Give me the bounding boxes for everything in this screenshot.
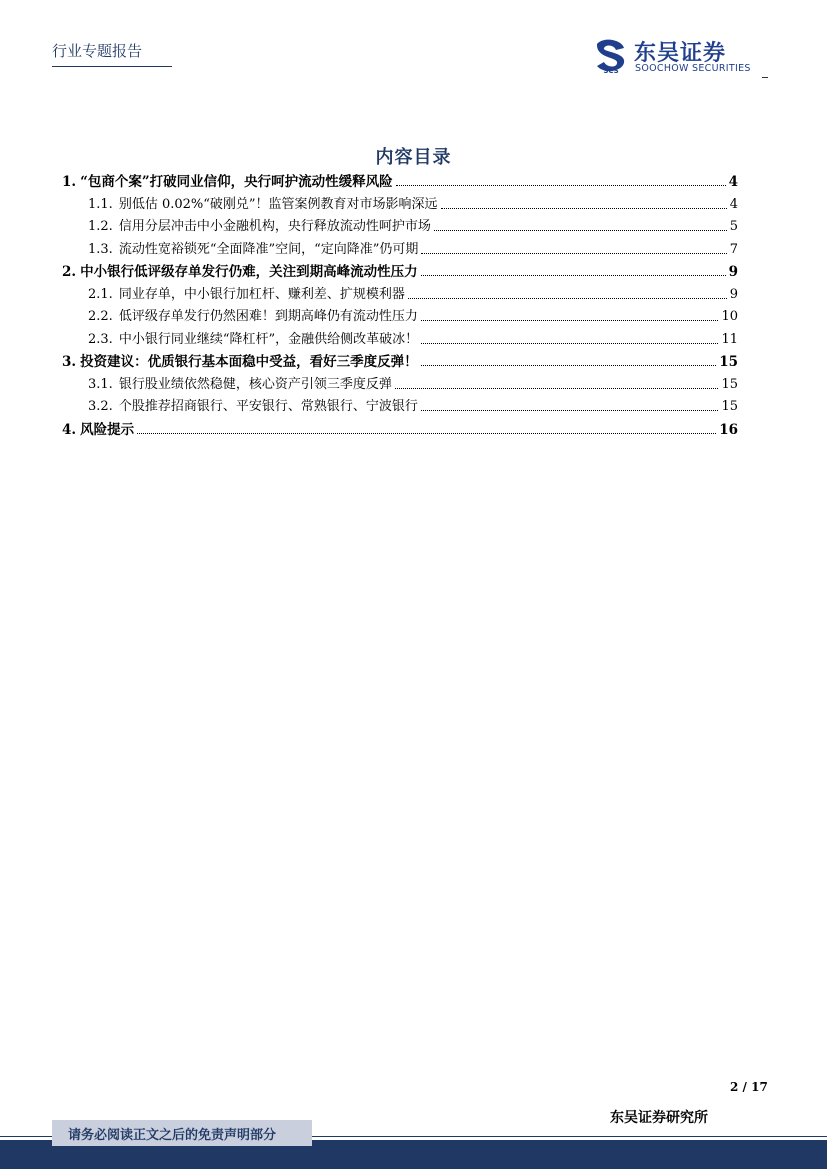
toc-entry-page: 15	[721, 376, 738, 392]
toc-leader-dots	[421, 319, 719, 321]
toc-entry-page: 9	[728, 264, 738, 280]
toc-entry[interactable]	[62, 328, 738, 351]
toc-entry-number: 1.3.	[88, 241, 113, 257]
toc-entry[interactable]	[62, 283, 738, 306]
logo-name-cn: 东吴证券	[634, 41, 727, 66]
toc-entry-number: 3.2.	[88, 399, 113, 414]
toc-leader-dots	[396, 184, 726, 186]
logo-mark-text: SCS	[603, 67, 619, 74]
toc-entry[interactable]	[62, 350, 738, 373]
toc-entry-number: 1.	[62, 174, 77, 190]
toc-title: 内容目录	[375, 147, 452, 168]
toc-entry-number: 4.	[62, 421, 77, 438]
toc-entry-title: 中小银行同业继续“降杠杆”，金融供给侧改革破冰！	[118, 331, 419, 347]
toc-leader-dots	[441, 207, 727, 209]
toc-entry-number: 2.1.	[88, 286, 113, 302]
table-of-contents	[62, 170, 738, 440]
toc-entry-number: 3.	[62, 354, 77, 370]
institute-name: 东吴证券研究所	[610, 1110, 708, 1126]
report-type-label: 行业专题报告	[52, 42, 143, 60]
toc-entry-page: 11	[721, 331, 738, 347]
toc-entry-title: 银行股业绩依然稳健，核心资产引领三季度反弹	[118, 376, 392, 392]
toc-entry-title: 低评级存单发行仍然困难！到期高峰仍有流动性压力	[118, 309, 418, 324]
toc-entry-number: 2.3.	[88, 331, 113, 347]
toc-entry-number: 2.	[62, 264, 77, 280]
disclaimer-notice: 请务必阅读正文之后的免责声明部分	[68, 1128, 277, 1143]
toc-entry-page: 5	[729, 219, 738, 234]
toc-entry-title: 流动性宽裕锁死“全面降准”空间，“定向降准”仍可期	[118, 241, 419, 257]
toc-entry-page: 9	[729, 286, 738, 302]
toc-entry-title: 同业存单，中小银行加杠杆、赚利差、扩规模利器	[118, 286, 405, 302]
header-tick-mark	[762, 77, 768, 78]
toc-entry[interactable]	[62, 193, 738, 216]
toc-entry[interactable]	[62, 305, 738, 328]
toc-entry[interactable]	[62, 260, 738, 283]
toc-leader-dots	[421, 342, 718, 344]
logo-name-en: SOOCHOW SECURITIES	[635, 63, 751, 74]
scs-logo-icon	[594, 38, 628, 74]
toc-leader-dots	[421, 252, 726, 254]
toc-entry-title: 风险提示	[80, 421, 135, 438]
toc-entry[interactable]	[62, 238, 738, 261]
toc-leader-dots	[395, 387, 719, 389]
toc-leader-dots	[421, 274, 726, 276]
toc-entry-title: 个股推荐招商银行、平安银行、常熟银行、宁波银行	[118, 399, 418, 414]
toc-entry[interactable]	[62, 395, 738, 418]
toc-entry-page: 4	[728, 174, 738, 190]
toc-entry-title: 信用分层冲击中小金融机构，央行释放流动性呵护市场	[118, 219, 431, 234]
toc-entry-number: 3.1.	[88, 376, 113, 392]
toc-entry-number: 1.1.	[88, 196, 113, 212]
toc-entry[interactable]	[62, 373, 738, 396]
toc-leader-dots	[421, 364, 717, 366]
toc-entry-page: 4	[729, 196, 738, 212]
header-divider	[52, 66, 172, 67]
toc-entry-title: 别低估 0.02%“破刚兑”！监管案例教育对市场影响深远	[118, 196, 438, 212]
toc-entry-title: 中小银行低评级存单发行仍难，关注到期高峰流动性压力	[80, 264, 418, 280]
toc-leader-dots	[421, 409, 719, 411]
toc-entry-title: “包商个案”打破同业信仰，央行呵护流动性缓释风险	[80, 174, 393, 190]
toc-leader-dots	[408, 297, 727, 299]
toc-entry[interactable]	[62, 170, 738, 193]
toc-entry-number: 1.2.	[88, 219, 113, 234]
toc-entry-page: 7	[729, 241, 738, 257]
toc-entry-page: 10	[721, 309, 738, 324]
toc-entry[interactable]	[62, 418, 738, 441]
toc-leader-dots	[434, 229, 727, 231]
toc-entry-page: 15	[719, 354, 738, 370]
toc-entry[interactable]	[62, 215, 738, 238]
soochow-securities-logo	[594, 36, 764, 76]
toc-entry-number: 2.2.	[88, 309, 113, 324]
toc-entry-title: 投资建议：优质银行基本面稳中受益，看好三季度反弹！	[80, 354, 418, 370]
page-number: 2 / 17	[730, 1080, 768, 1094]
toc-entry-page: 15	[721, 399, 738, 414]
toc-leader-dots	[137, 432, 716, 434]
toc-entry-page: 16	[719, 421, 738, 438]
